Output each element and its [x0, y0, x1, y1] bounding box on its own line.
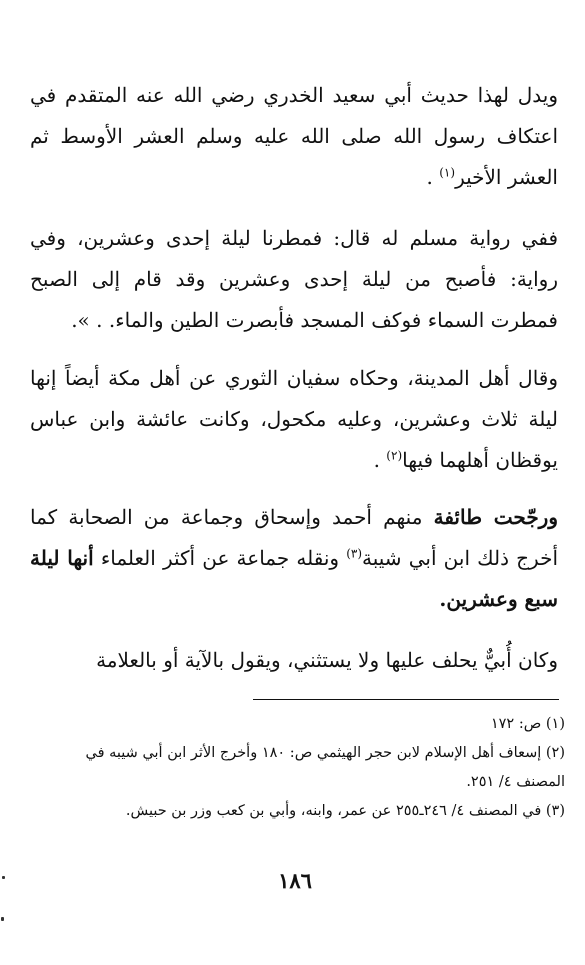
paragraph-4-text-a: منهم أحمد وإسحاق وجماعة من الصحابة كما أخرج ذلك ابن أبي شيبة	[30, 505, 559, 570]
paragraph-5-text: وكان أُبيٌّ يحلف عليها ولا يستثني، ويقول بالآية أو بالعلامة	[96, 648, 558, 672]
footnotes	[40, 710, 565, 826]
page-number: ١٨٦	[278, 868, 312, 893]
footnote-2: (٢) إسعاف أهل الإسلام لابن حجر الهيثمي ص: ١٨٠ وأخرج الأثر ابن أبي شيبه في المصنف ٤/ ٢٥١.	[85, 745, 565, 790]
paragraph-2	[30, 218, 558, 341]
paragraph-4-bold-start: ورجّحت طائفة	[433, 505, 559, 529]
footnote-1: (١) ص: ١٧٢	[490, 716, 565, 732]
scan-speck	[1, 917, 4, 921]
scan-speck	[2, 876, 5, 879]
paragraph-3-end: .	[373, 448, 387, 472]
paragraph-2-text: ففي رواية مسلم له قال: فمطرنا ليلة إحدى وعشرين، وفي رواية: فأصبح من ليلة إحدى وعشرين وقد قام إلى الصبح فمطرت السماء فوكف المسجد فأبصرت الطين والماء. . ».	[30, 226, 558, 332]
footnote-divider	[253, 699, 559, 700]
paragraph-1-end: .	[426, 165, 440, 189]
footnote-ref-1: (١)	[439, 165, 456, 180]
footnote-ref-2: (٢)	[386, 448, 403, 463]
paragraph-3-text: وقال أهل المدينة، وحكاه سفيان الثوري عن أهل مكة أيضاً إنها ليلة ثلاث وعشرين، وعليه مكحول، وكانت عائشة وابن عباس يوقظان أهلهما فيها	[30, 366, 558, 472]
paragraph-4-text-b: ونقله جماعة عن أكثر العلماء	[93, 546, 347, 570]
paragraph-5	[30, 640, 558, 681]
paragraph-3	[30, 358, 558, 481]
paragraph-1	[30, 75, 558, 198]
paragraph-1-text: ويدل لهذا حديث أبي سعيد الخدري رضي الله عنه المتقدم في اعتكاف رسول الله صلى الله عليه وسلم العشر الأوسط ثم العشر الأخير	[30, 83, 558, 189]
footnote-3: (٣) في المصنف ٤/ ٢٤٦ـ٢٥٥ عن عمر، وابنه، وأبي بن كعب وزر بن حبيش.	[125, 803, 565, 819]
footnote-ref-3: (٣)	[346, 546, 363, 561]
paragraph-4-bold-end: أنها ليلة سبع وعشرين.	[30, 546, 558, 611]
paragraph-4	[30, 497, 558, 620]
